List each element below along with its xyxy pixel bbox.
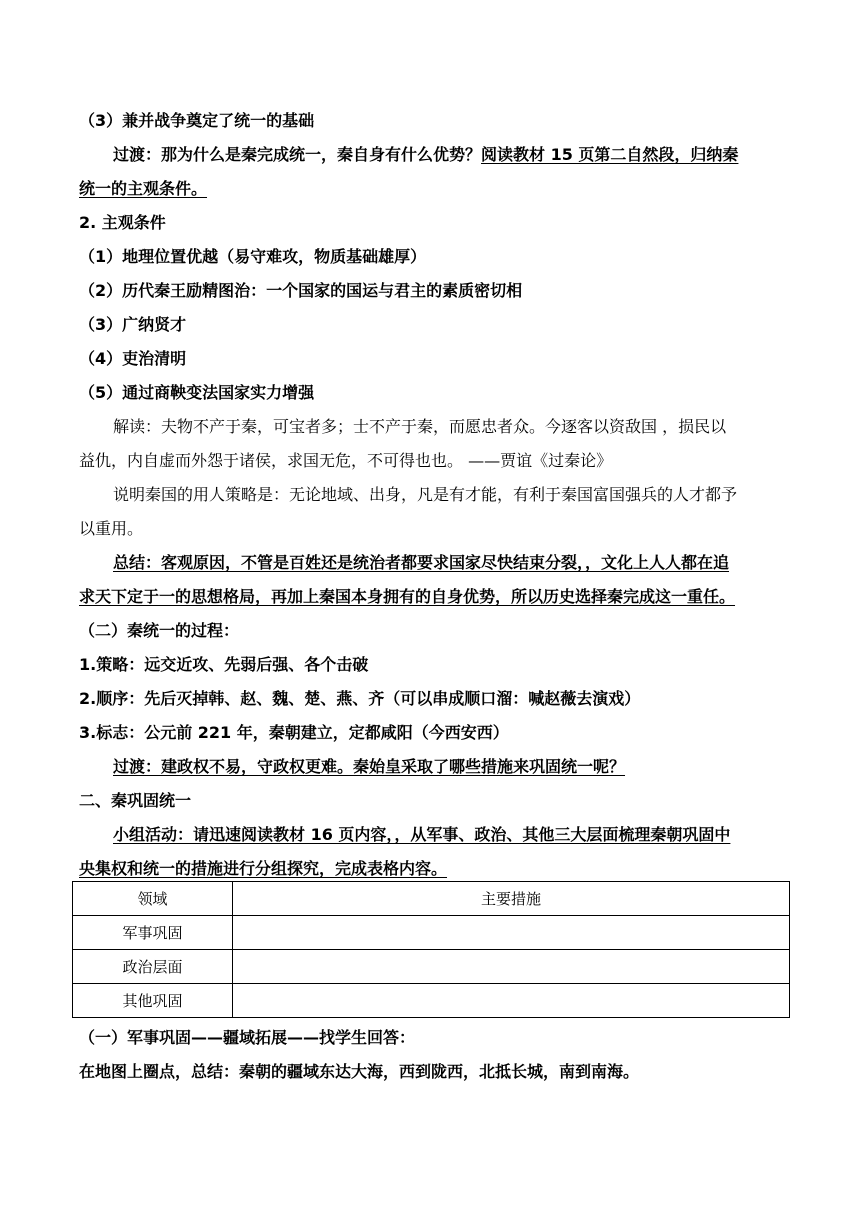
summary-line-1: 总结：客观原因，不管是百姓还是统治者都要求国家尽快结束分裂，，文化上人人都在追 [113,553,730,572]
condition-4: （4）吏治清明 [79,349,187,368]
interpretation-line-1: 解读：夫物不产于秦，可宝者多；士不产于秦，而愿忠者众。今逐客以资敌国 ，损民以 [113,417,727,436]
table-header-row [73,882,790,916]
summary-line-2: 求天下定于一的思想格局，再加上秦国本身拥有的自身优势，所以历史选择秦完成这一重任。 [79,587,736,606]
condition-2: （2）历代秦王励精图治：一个国家的国运与君主的素质密切相 [79,281,523,300]
table-cell-field: 其他巩固 [73,984,233,1018]
table-cell-measures [233,984,790,1018]
condition-3: （3）广纳贤才 [79,315,187,334]
transition-paragraph-line-2: 统一的主观条件。 [79,179,208,198]
table-cell-field: 政治层面 [73,950,233,984]
table-row [73,950,790,984]
heading-consolidation: 二、秦巩固统一 [79,791,192,810]
heading-military-consolidation: （一）军事巩固——疆域拓展——找学生回答： [79,1028,416,1047]
territory-summary: 在地图上圈点，总结：秦朝的疆域东达大海，西到陇西，北抵长城，南到南海。 [79,1062,640,1081]
transition-paragraph-line-1 [113,144,738,166]
group-activity-line-1: 小组活动：请迅速阅读教材 16 页内容，，从军事、政治、其他三大层面梳理秦朝巩固中 [113,825,731,844]
section-subjective-conditions: 2. 主观条件 [79,213,166,232]
process-strategy: 1.策略：远交近攻、先弱后强、各个击破 [79,655,369,674]
heading-unification-process: （二）秦统一的过程： [79,621,240,640]
table-row [73,984,790,1018]
table-cell-measures [233,950,790,984]
transition-task: 阅读教材 15 页第二自然段，归纳秦 [481,145,739,164]
table-header-field: 领域 [73,882,233,916]
process-order: 2.顺序：先后灭掉韩、赵、魏、楚、燕、齐（可以串成顺口溜：喊赵薇去演戏） [79,689,641,708]
table-header-measures: 主要措施 [233,882,790,916]
condition-5: （5）通过商鞅变法国家实力增强 [79,383,315,402]
transition-question: 过渡：那为什么是秦完成统一，秦自身有什么优势？ [113,145,482,164]
process-sign: 3.标志：公元前 221 年，秦朝建立，定都咸阳（今西安西） [79,723,509,742]
explanation-line-1: 说明秦国的用人策略是：无论地域、出身，凡是有才能，有利于秦国富国强兵的人才都予 [113,485,738,504]
heading-3-annexation: （3）兼并战争奠定了统一的基础 [79,111,315,130]
measures-table [72,881,790,1018]
interpretation-line-2: 益仇，内自虚而外怨于诸侯，求国无危，不可得也也。 ——贾谊《过秦论》 [79,451,613,470]
table-cell-field: 军事巩固 [73,916,233,950]
group-activity-line-2: 央集权和统一的措施进行分组探究，完成表格内容。 [79,859,448,878]
explanation-line-2: 以重用。 [79,519,144,538]
table-cell-measures [233,916,790,950]
table-row [73,916,790,950]
condition-1: （1）地理位置优越（易守难攻，物质基础雄厚） [79,247,427,266]
transition-consolidation: 过渡：建政权不易，守政权更难。秦始皇采取了哪些措施来巩固统一呢？ [113,757,626,776]
